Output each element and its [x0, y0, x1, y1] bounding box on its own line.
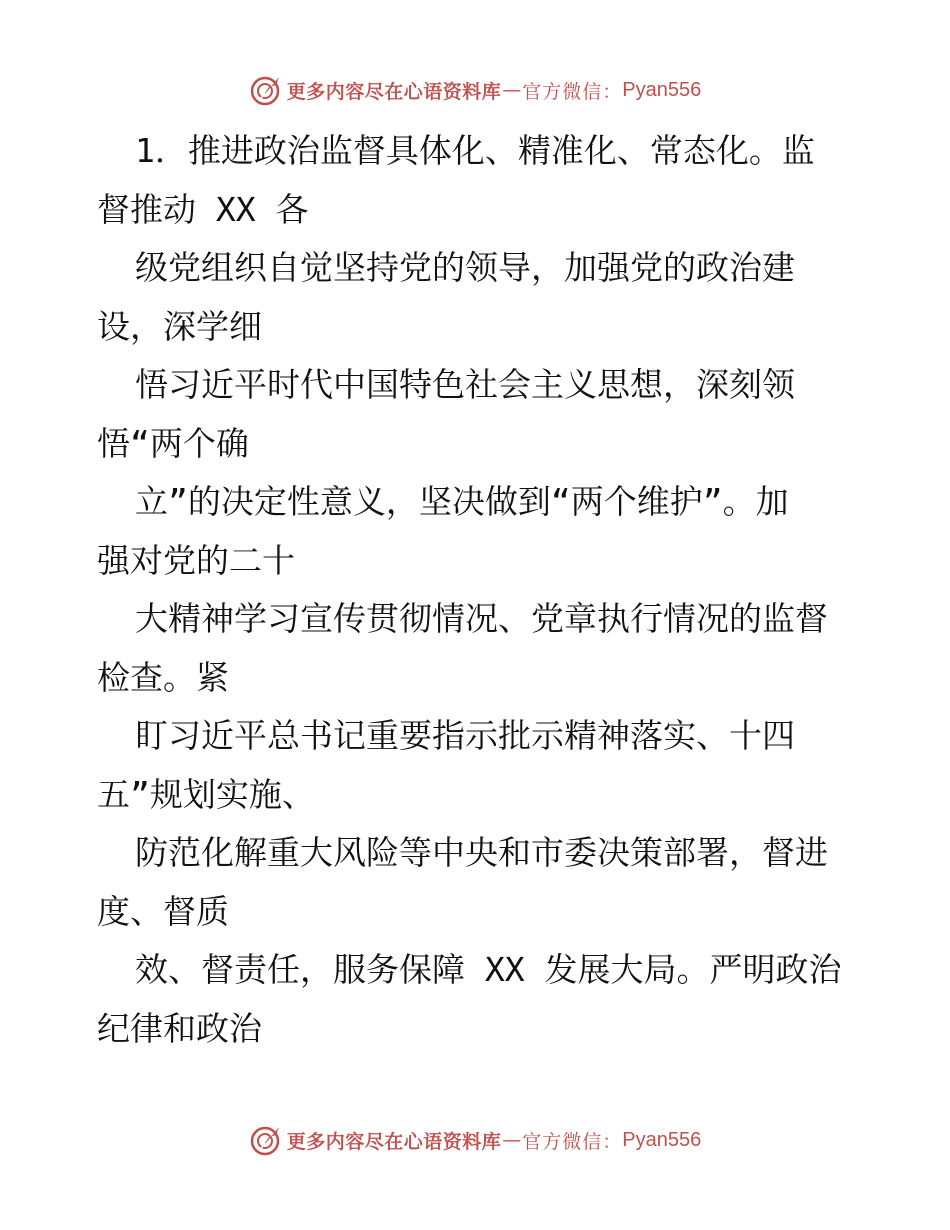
quill-logo-icon [249, 73, 283, 107]
body-line: 强对党的二十 [97, 540, 295, 580]
header-dash: — [502, 79, 522, 101]
body-line: 督推动 XX 各 [97, 189, 309, 229]
body-line: 1．推进政治监督具体化、精准化、常态化。监 [135, 131, 815, 170]
body-line: 大精神学习宣传贯彻情况、党章执行情况的监督 [135, 599, 828, 638]
body-line: 检查。紧 [97, 657, 229, 697]
body-line: 纪律和政治 [97, 1008, 262, 1048]
footer-wechat-label: 官方微信： [522, 1130, 623, 1153]
body-line: 效、督责任，服务保障 XX 发展大局。严明政治 [135, 950, 842, 989]
body-line: 悟习近平时代中国特色社会主义思想，深刻领 [135, 365, 795, 404]
quill-logo-icon [249, 1123, 283, 1157]
footer-dash: — [502, 1129, 522, 1151]
header-wechat-label: 官方微信： [522, 80, 623, 103]
header-site-name: 更多内容尽在心语资料库 [286, 80, 502, 103]
body-line: 五”规划实施、 [97, 774, 315, 814]
body-line: 悟“两个确 [97, 423, 249, 463]
footer-wechat-account: Pyan556 [622, 1128, 702, 1151]
body-line: 防范化解重大风险等中央和市委决策部署，督进 [135, 833, 828, 872]
document-body [97, 122, 877, 1058]
header-wechat-account: Pyan556 [622, 78, 702, 101]
footer-banner [0, 1120, 950, 1160]
body-line: 盯习近平总书记重要指示批示精神落实、十四 [135, 716, 795, 755]
footer-site-name: 更多内容尽在心语资料库 [286, 1130, 502, 1153]
body-line: 级党组织自觉坚持党的领导，加强党的政治建 [135, 248, 795, 287]
body-line: 立”的决定性意义，坚决做到“两个维护”。加 [135, 482, 789, 521]
body-line: 度、督质 [97, 891, 229, 931]
body-line: 设，深学细 [97, 306, 262, 346]
header-banner [0, 70, 950, 110]
